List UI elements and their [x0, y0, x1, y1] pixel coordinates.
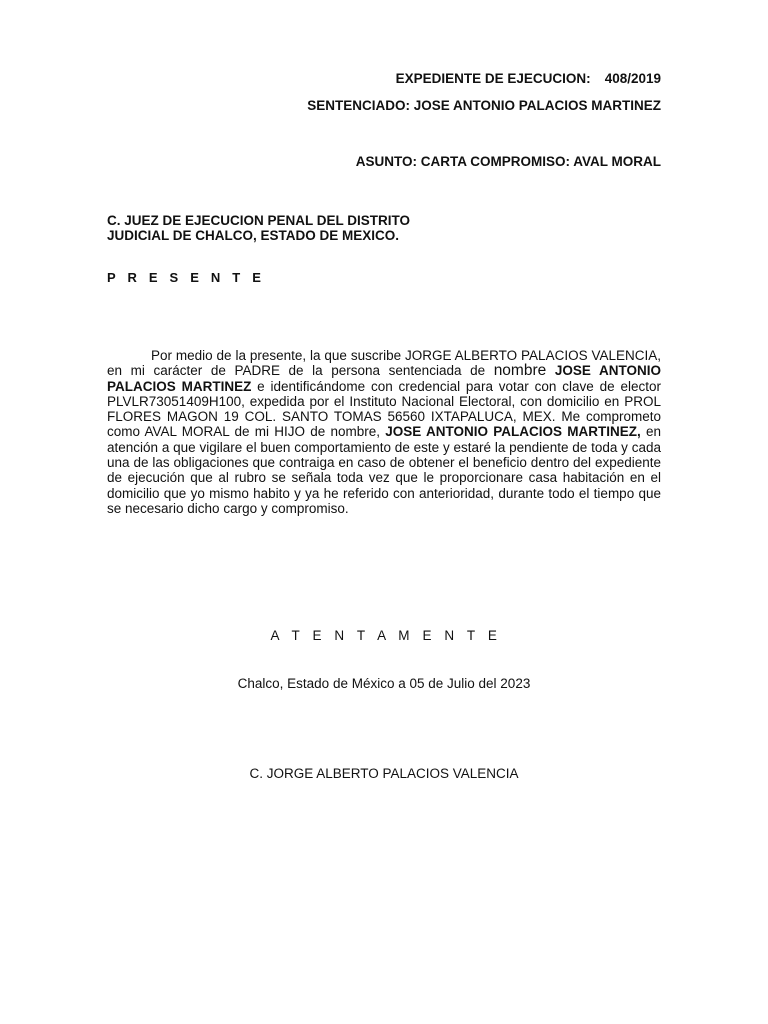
- body-paragraph: [107, 348, 661, 516]
- addressee: C. JUEZ DE EJECUCION PENAL DEL DISTRITO JUDICIAL DE CHALCO, ESTADO DE MEXICO.: [107, 213, 411, 243]
- body-word-nombre: nombre: [493, 362, 547, 380]
- body-part-3: en atención a que vigilare el buen comportamiento de este y estaré la pendiente de toda y cada una de las obligaciones que contraiga en caso de obtener el beneficio dentro del expediente de ejecución que al rubro se señala toda vez que le proporcionare casa habitación en el domicilio que yo mismo habito y ya he referido con anterioridad, durante todo el tiempo que se necesario dicho cargo y compromiso.: [107, 424, 661, 516]
- sentenced-name-2: JOSE ANTONIO PALACIOS MARTINEZ,: [385, 424, 641, 440]
- signer-name: C. JORGE ALBERTO PALACIOS VALENCIA: [249, 766, 519, 781]
- place-date: Chalco, Estado de México a 05 de Julio del 2023: [237, 676, 531, 691]
- body-part-1: Por medio de la presente, la que suscribe JORGE ALBERTO PALACIOS VALENCIA, en mi carácter de PADRE de la persona sentenciada de: [107, 348, 661, 379]
- asunto-line: ASUNTO: CARTA COMPROMISO: AVAL MORAL: [355, 154, 661, 169]
- expediente-line: [396, 71, 661, 86]
- body-part-2: e identificándome con credencial para votar con clave de elector PLVLR73051409H100, expedida por el Instituto Nacional Electoral, con domicilio en PROL FLORES MAGON 19 COL. SANTO TOMAS 56560 IXTAPALUCA, MEX. Me comprometo como AVAL MORAL de mi HIJO de nombre,: [107, 378, 661, 440]
- salutation: P R E S E N T E: [107, 270, 266, 285]
- expediente-label: EXPEDIENTE DE EJECUCION:: [395, 71, 591, 86]
- expediente-number: 408/2019: [604, 71, 661, 86]
- sentenciado-line: SENTENCIADO: JOSE ANTONIO PALACIOS MARTINEZ: [307, 98, 661, 113]
- closing-atentamente: A T E N T A M E N T E: [270, 628, 502, 643]
- sentenced-name-1: JOSE ANTONIO PALACIOS MARTINEZ: [107, 363, 661, 394]
